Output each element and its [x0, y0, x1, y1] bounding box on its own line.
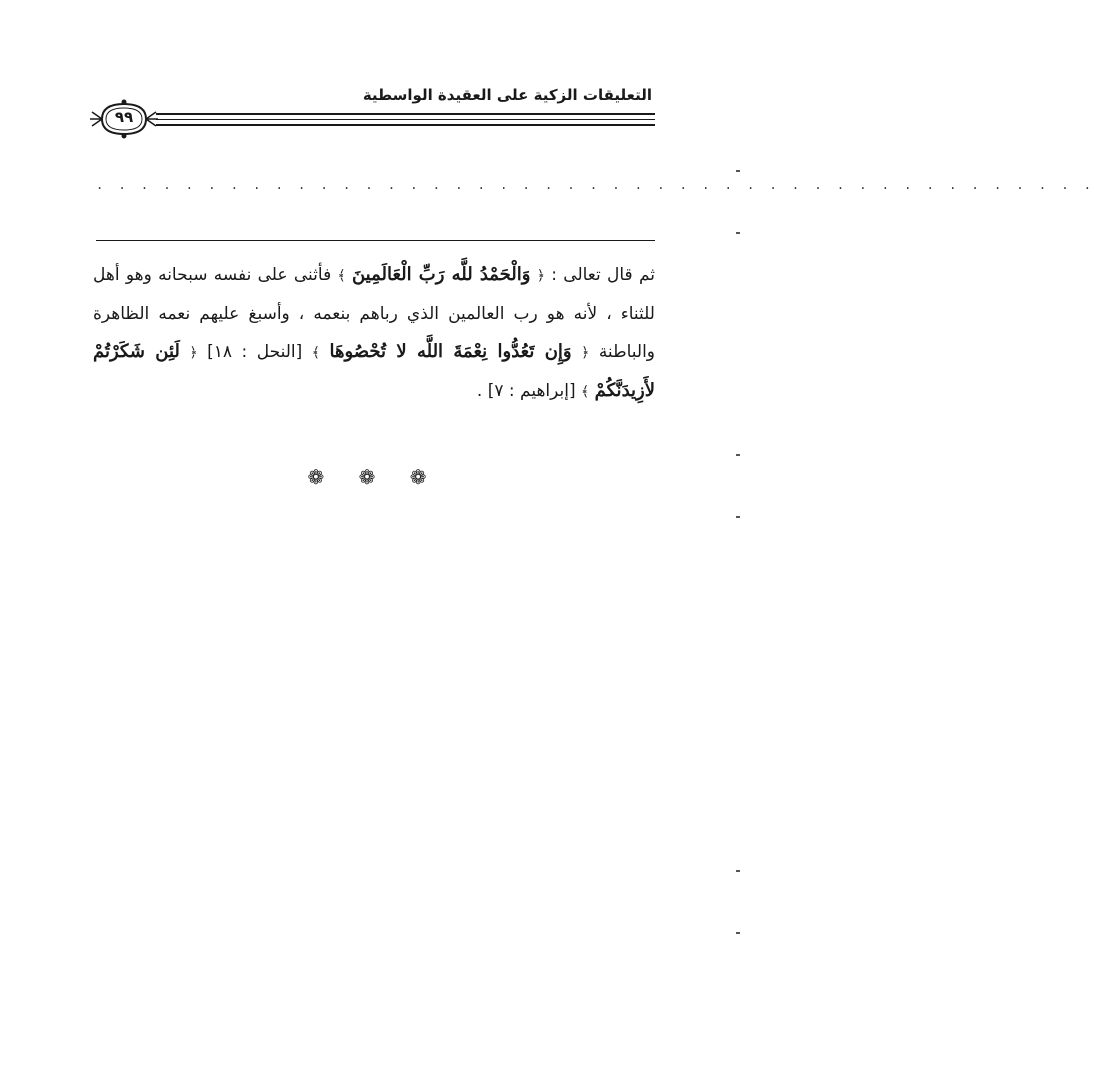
- running-title: التعليقات الزكية على العقيدة الواسطية: [362, 86, 652, 104]
- page-number-ornament: [88, 98, 160, 140]
- quran-verse: وَإِن تَعُدُّوا نِعْمَةَ اللَّه لا تُحْصُوهَا: [329, 341, 572, 362]
- page-number: ٩٩: [114, 108, 134, 126]
- section-divider: [96, 240, 655, 241]
- verse-reference: [إبراهيم : ٧] .: [476, 381, 582, 401]
- quran-bracket-close: ﴾: [337, 268, 346, 284]
- body-text: فأثنى على نفسه سبحانه وهو أهل للثناء ، لأنه هو رب العالمين الذي رباهم بنعمه ، وأسبغ عليهم نعمه الظاهرة والباطنة: [93, 265, 656, 362]
- dotted-leader: . . . . . . . . . . . . . . . . . . . . . . . . . . . . . . . . . . . . . . . . . . . . .: [96, 178, 1095, 192]
- margin-mark: [736, 232, 740, 234]
- header-rule: [156, 119, 655, 120]
- margin-mark: [736, 870, 740, 872]
- quran-verse: وَالْحَمْدُ للَّه رَبِّ الْعَالَمِينَ: [351, 264, 531, 285]
- quran-bracket-open: ﴿: [536, 268, 545, 284]
- quran-bracket-close: ﴾: [581, 384, 590, 400]
- quran-bracket-close: ﴾: [311, 345, 320, 361]
- verse-reference: [النحل : ١٨]: [197, 342, 312, 362]
- quran-verse: لَئِن شَكَرْتُمْ لأَزِيدَنَّكُمْ: [93, 341, 655, 401]
- quran-bracket-open: ﴿: [581, 345, 590, 361]
- margin-mark: [736, 516, 740, 518]
- quran-bracket-open: ﴿: [189, 345, 198, 361]
- header-rule: [156, 124, 655, 126]
- section-separator: ❁ ❁ ❁: [307, 465, 441, 489]
- margin-mark: [736, 170, 740, 172]
- margin-mark: [736, 932, 740, 934]
- body-paragraph: [93, 256, 655, 411]
- margin-mark: [736, 454, 740, 456]
- body-text: ثم قال تعالى :: [544, 265, 656, 285]
- header-rule: [156, 113, 655, 115]
